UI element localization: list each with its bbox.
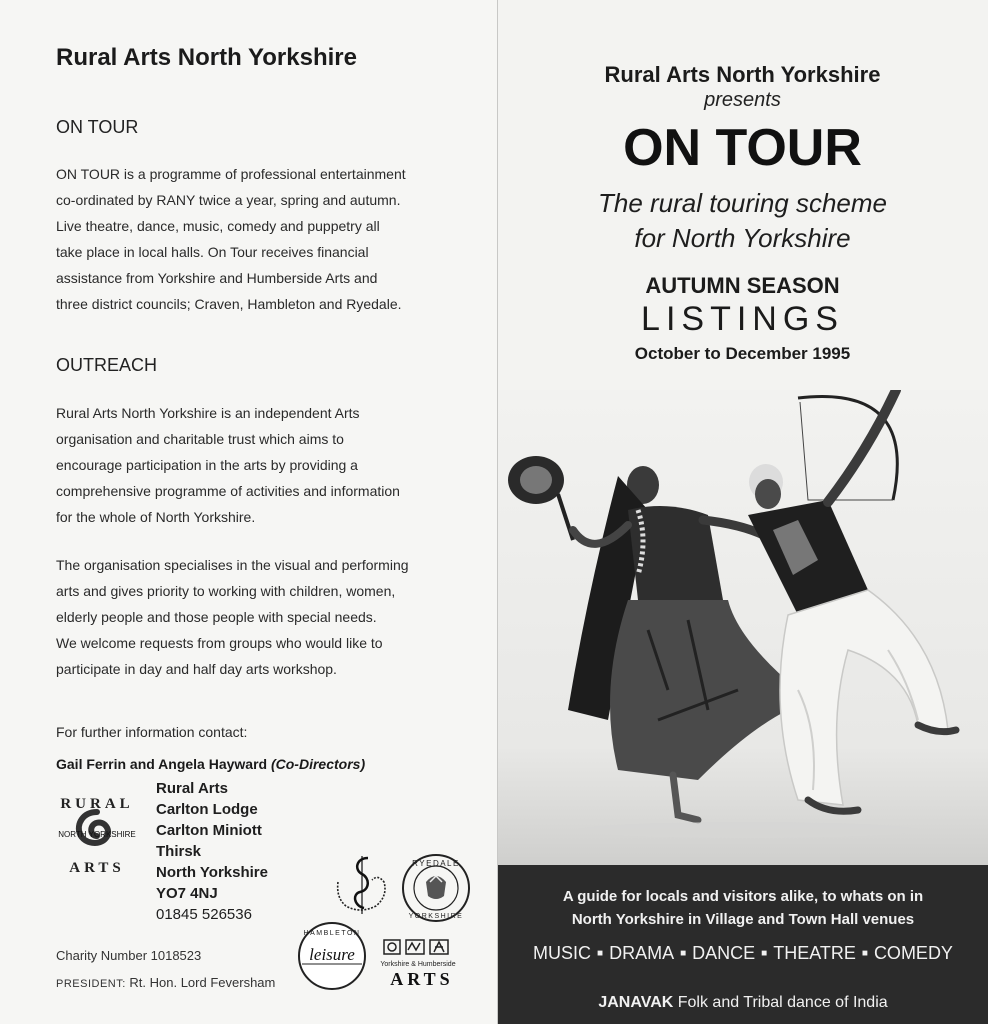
craven-logo	[332, 852, 392, 918]
para-line: We welcome requests from groups who would like to	[56, 635, 383, 651]
contact-lead: For further information contact:	[56, 724, 248, 740]
bullet-icon: ■	[597, 948, 604, 959]
guide-text	[498, 885, 988, 931]
bullet-icon: ■	[761, 948, 768, 959]
cover-presents: presents	[704, 89, 781, 111]
bullet-icon: ■	[680, 948, 687, 959]
featured-act-desc: Folk and Tribal dance of India	[673, 994, 888, 1011]
bullet-icon: ■	[861, 948, 868, 959]
para-line: arts and gives priority to working with children, women,	[56, 583, 396, 599]
hambleton-leisure-logo	[296, 920, 368, 992]
rural-arts-logo-middle: NORTH YORKSHIRE	[58, 830, 136, 839]
featured-act	[498, 994, 988, 1012]
listings-heading: LISTINGS	[641, 300, 844, 338]
address-line: Thirsk	[156, 843, 202, 860]
hambleton-logo-word: leisure	[309, 945, 355, 964]
para-line: assistance from Yorkshire and Humberside Arts and	[56, 270, 378, 286]
subtitle-line: for North Yorkshire	[634, 223, 851, 253]
address-line: Rural Arts	[156, 780, 228, 797]
org-title: Rural Arts North Yorkshire	[56, 44, 357, 71]
contact-names	[56, 756, 365, 772]
on-tour-paragraph	[56, 161, 456, 317]
address-line: Carlton Miniott	[156, 822, 262, 839]
outreach-paragraph-1	[56, 400, 456, 530]
dancers-photo	[498, 390, 988, 865]
para-line: organisation and charitable trust which aims to	[56, 431, 344, 447]
director-role: (Co-Directors)	[270, 756, 366, 772]
director-names: Gail Ferrin and Angela Hayward	[56, 756, 271, 772]
president-label: PRESIDENT:	[56, 978, 126, 990]
guide-line: A guide for locals and visitors alike, to whats on in	[562, 888, 924, 905]
outreach-heading: OUTREACH	[56, 355, 158, 375]
ryedale-logo-top: RYEDALE	[412, 859, 460, 868]
cover-subtitle	[497, 186, 988, 256]
rural-arts-logo	[52, 790, 142, 880]
para-line: participate in day and half day arts workshop.	[56, 661, 337, 677]
president-name: Rt. Hon. Lord Feversham	[125, 975, 276, 990]
yh-arts-logo	[378, 938, 470, 992]
para-line: take place in local halls. On Tour receives financial	[56, 244, 369, 260]
phone-number: 01845 526536	[156, 906, 252, 923]
address-line: Carlton Lodge	[156, 801, 258, 818]
address-line: YO7 4NJ	[156, 885, 218, 902]
ryedale-logo-bottom: YORKSHIRE	[408, 913, 464, 920]
para-line: elderly people and those people with special needs.	[56, 609, 377, 625]
president-line	[56, 975, 275, 990]
para-line: for the whole of North Yorkshire.	[56, 509, 256, 525]
featured-act-name: JANAVAK	[598, 994, 674, 1011]
category-music: MUSIC	[533, 943, 592, 963]
category-dance: DANCE	[692, 943, 756, 963]
outreach-paragraph-2	[56, 552, 456, 682]
charity-number: Charity Number 1018523	[56, 948, 202, 963]
rural-arts-logo-bottom: ARTS	[69, 860, 125, 876]
season-dates: October to December 1995	[634, 344, 851, 363]
guide-line: North Yorkshire in Village and Town Hall venues	[571, 911, 915, 928]
hambleton-logo-top: HAMBLETON	[303, 930, 361, 937]
para-line: Live theatre, dance, music, comedy and puppetry all	[56, 218, 380, 234]
para-line: The organisation specialises in the visual and performing	[56, 557, 409, 573]
yh-arts-logo-line: Yorkshire & Humberside	[380, 961, 456, 968]
category-theatre: THEATRE	[773, 943, 856, 963]
yh-arts-logo-word: ARTS	[390, 969, 454, 989]
para-line: Rural Arts North Yorkshire is an independent Arts	[56, 405, 360, 421]
category-list	[498, 943, 988, 964]
subtitle-line: The rural touring scheme	[597, 188, 888, 218]
cover-org-title: Rural Arts North Yorkshire	[604, 62, 881, 87]
ryedale-logo	[400, 852, 472, 924]
category-drama: DRAMA	[609, 943, 675, 963]
para-line: ON TOUR is a programme of professional entertainment	[56, 166, 406, 182]
cover-main-title: ON TOUR	[623, 119, 862, 177]
category-comedy: COMEDY	[873, 943, 953, 963]
para-line: three district councils; Craven, Hambleton and Ryedale.	[56, 296, 402, 312]
on-tour-heading: ON TOUR	[56, 117, 139, 137]
season-heading: AUTUMN SEASON	[645, 273, 840, 298]
address-block	[156, 778, 268, 925]
para-line: comprehensive programme of activities and information	[56, 483, 400, 499]
para-line: co-ordinated by RANY twice a year, spring and autumn.	[56, 192, 401, 208]
rural-arts-logo-top: RURAL	[60, 796, 134, 812]
address-line: North Yorkshire	[156, 864, 268, 881]
para-line: encourage participation in the arts by providing a	[56, 457, 358, 473]
